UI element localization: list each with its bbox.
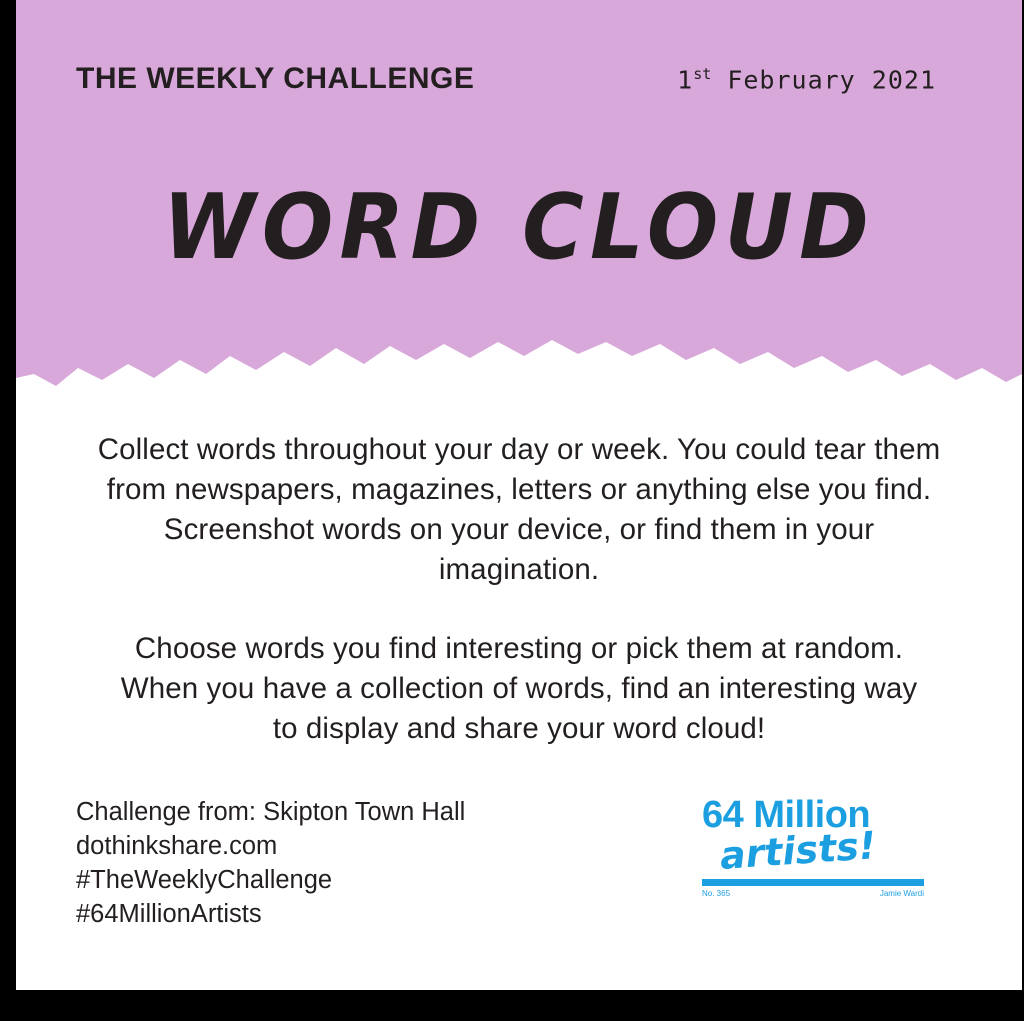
logo-underline xyxy=(702,879,924,886)
date-suffix: st xyxy=(693,64,712,83)
lilac-header-band xyxy=(16,0,1022,452)
logo-line-2: artists! xyxy=(718,823,878,878)
paragraph-1: Collect words throughout your day or week. You could tear them from newspapers, magazines, letters or anything else you find. Screenshot words on your device, or find them in your imagination. xyxy=(97,433,941,586)
issue-date xyxy=(677,65,982,94)
poster-footer xyxy=(76,795,982,931)
poster xyxy=(16,0,1022,990)
date-month-year: February 2021 xyxy=(727,65,936,94)
credit-line-website[interactable]: dothinkshare.com xyxy=(76,832,278,860)
credits-block xyxy=(76,795,465,931)
logo-meta-credit: Jamie Wardi xyxy=(879,889,924,898)
series-kicker: THE WEEKLY CHALLENGE xyxy=(76,62,475,95)
logo-64-million-artists xyxy=(702,795,982,898)
page-title: WORD CLOUD xyxy=(162,175,876,280)
date-day: 1 xyxy=(677,65,694,94)
credit-line-hashtag-weekly[interactable]: #TheWeeklyChallenge xyxy=(76,866,333,894)
credit-line-challenge-from: Challenge from: Skipton Town Hall xyxy=(76,798,466,826)
logo-meta xyxy=(702,889,924,898)
bottom-letterbox-bar xyxy=(0,990,1024,1021)
logo-meta-number: No. 365 xyxy=(702,889,731,898)
logo-line-1: 64 Million xyxy=(702,794,871,836)
credit-line-hashtag-artists[interactable]: #64MillionArtists xyxy=(76,900,262,928)
body-copy xyxy=(16,430,1022,749)
paragraph-2: Choose words you find interesting or pick them at random. When you have a collection of words, find an interesting way to display and share your word cloud! xyxy=(120,632,918,745)
band-header xyxy=(76,62,982,96)
